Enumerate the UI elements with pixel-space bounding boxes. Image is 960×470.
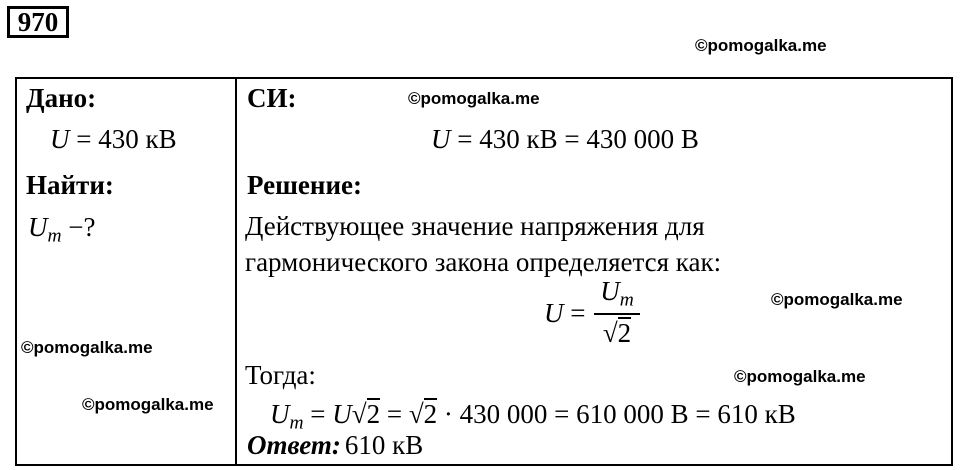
fraction-numerator: $U_m$ <box>594 276 640 315</box>
formula-fraction <box>582 276 652 349</box>
find-heading: Найти: <box>26 170 114 200</box>
watermark: ©pomogalka.me <box>695 36 827 55</box>
given-heading: Дано: <box>26 83 97 113</box>
problem-number: 970 <box>7 6 69 38</box>
answer-value: 610 кВ <box>344 430 424 460</box>
then-label: Тогда: <box>245 360 316 390</box>
calculation-line: $U_m = U√2 = √2 \cdot 430$ 000 = 610 000 В = 610 кВ <box>270 399 796 434</box>
watermark: ©pomogalka.me <box>771 290 903 309</box>
watermark: ©pomogalka.me <box>82 395 214 414</box>
formula-lhs: U = <box>544 298 586 328</box>
solution-line-1: Действующее значение напряжения для <box>245 211 705 241</box>
answer <box>247 430 423 461</box>
given-value: U = 430 кВ <box>50 124 177 154</box>
column-divider <box>235 77 237 466</box>
solution-line-2: гармонического закона определяется как: <box>245 247 722 277</box>
watermark: ©pomogalka.me <box>21 338 153 357</box>
answer-label: Ответ: <box>247 430 341 460</box>
find-value: $U_m$ −? <box>28 212 96 247</box>
si-heading: СИ: <box>247 83 297 113</box>
fraction-denominator: √2 <box>602 318 632 349</box>
si-conversion: U = 430 кВ = 430 000 В <box>431 124 699 154</box>
watermark: ©pomogalka.me <box>734 367 866 386</box>
solution-heading: Решение: <box>247 170 362 200</box>
watermark: ©pomogalka.me <box>408 89 540 108</box>
